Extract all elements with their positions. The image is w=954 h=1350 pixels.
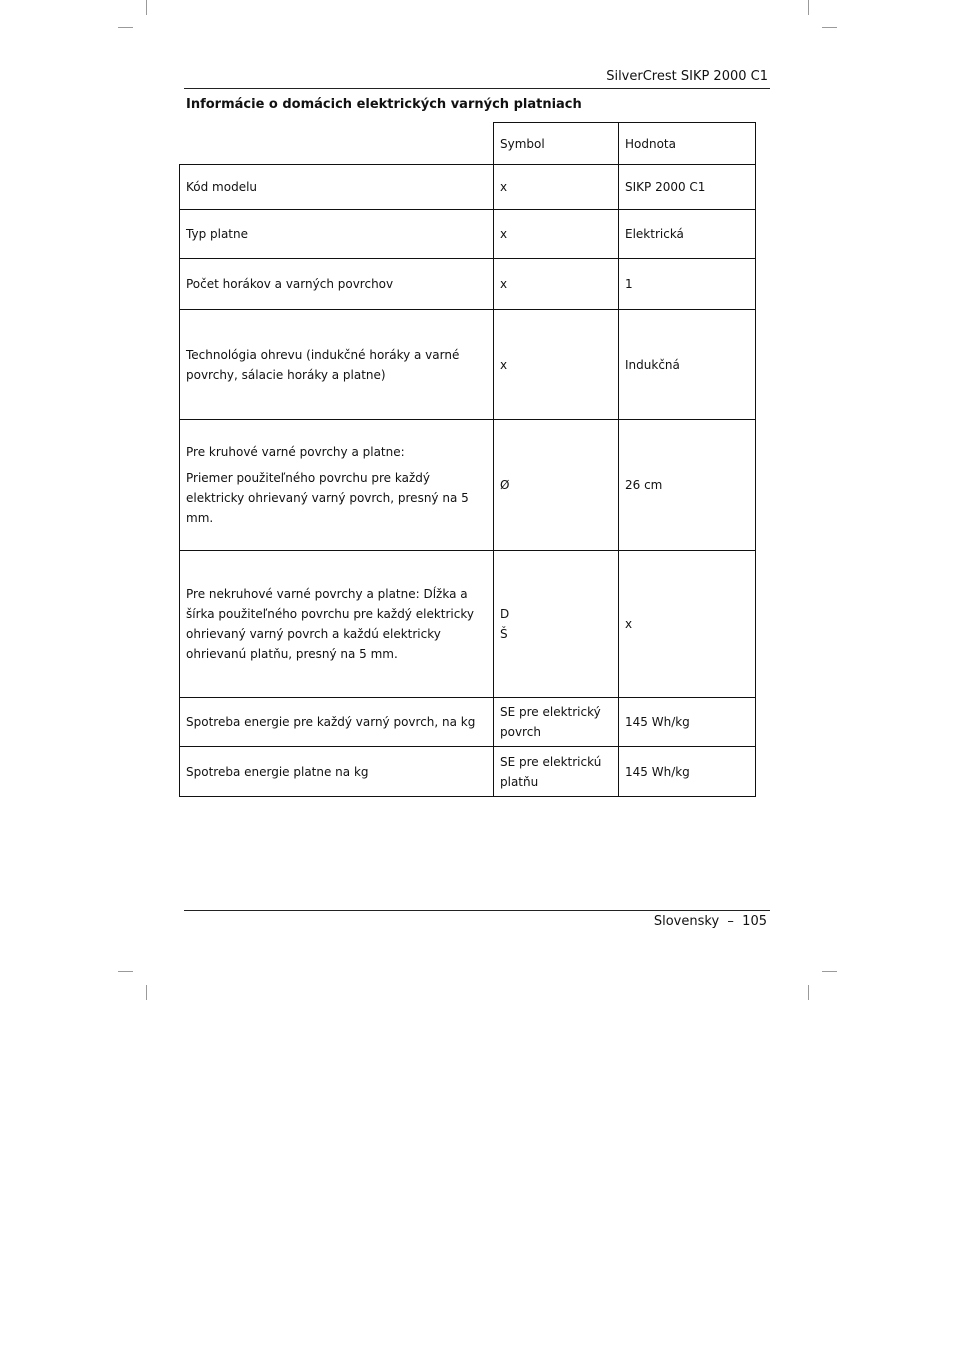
row-label: Počet horákov a varných povrchov [180, 259, 494, 310]
row-symbol: x [494, 210, 619, 259]
crop-mark [118, 971, 133, 972]
row-value: Elektrická [619, 210, 756, 259]
row-symbol: x [494, 165, 619, 210]
crop-mark [822, 27, 837, 28]
table-row [180, 747, 756, 797]
crop-mark [118, 27, 133, 28]
row-value: Indukčná [619, 310, 756, 420]
row-label: Spotreba energie pre každý varný povrch, na kg [180, 698, 494, 747]
crop-mark [822, 971, 837, 972]
footer [654, 914, 767, 929]
table-row [180, 259, 756, 310]
symbol-width: Š [500, 627, 508, 641]
header-rule [184, 88, 770, 89]
row-symbol: x [494, 310, 619, 420]
footer-separator: – [727, 914, 734, 929]
crop-mark [808, 0, 809, 15]
row-label-line2: Priemer použiteľného povrchu pre každý elektricky ohrievaný varný povrch, presný na 5 mm. [186, 471, 469, 525]
header-product: SilverCrest SIKP 2000 C1 [606, 69, 768, 84]
footer-language: Slovensky [653, 914, 720, 929]
row-symbol: SE pre elektrický povrch [494, 698, 619, 747]
table-header-empty [180, 123, 494, 165]
row-label [180, 420, 494, 551]
row-symbol: SE pre elektrickú platňu [494, 747, 619, 797]
table-row [180, 551, 756, 698]
row-label-line1: Pre kruhové varné povrchy a platne: [186, 445, 405, 459]
row-value: 26 cm [619, 420, 756, 551]
column-header-symbol: Symbol [494, 123, 619, 165]
row-label: Spotreba energie platne na kg [180, 747, 494, 797]
row-symbol [494, 551, 619, 698]
table-header-row [180, 123, 756, 165]
row-value: 1 [619, 259, 756, 310]
crop-mark [808, 985, 809, 1000]
page-number: 105 [742, 914, 767, 929]
row-value: x [619, 551, 756, 698]
crop-mark [146, 0, 147, 15]
row-symbol: x [494, 259, 619, 310]
row-value: SIKP 2000 C1 [619, 165, 756, 210]
table-row [180, 698, 756, 747]
section-title: Informácie o domácich elektrických varných platniach [186, 97, 582, 112]
row-value: 145 Wh/kg [619, 747, 756, 797]
row-label: Pre nekruhové varné povrchy a platne: Dĺžka a šírka použiteľného povrchu pre každý elektricky ohrievaný varný povrch a každú elektricky ohrievanú platňu, presný na 5 mm. [180, 551, 494, 698]
spec-table [179, 122, 756, 797]
row-label: Kód modelu [180, 165, 494, 210]
footer-rule [184, 910, 770, 911]
table-row [180, 420, 756, 551]
row-value: 145 Wh/kg [619, 698, 756, 747]
table-row [180, 310, 756, 420]
table-row [180, 165, 756, 210]
row-label: Technológia ohrevu (indukčné horáky a varné povrchy, sálacie horáky a platne) [180, 310, 494, 420]
crop-mark [146, 985, 147, 1000]
row-symbol: Ø [494, 420, 619, 551]
column-header-value: Hodnota [619, 123, 756, 165]
row-label: Typ platne [180, 210, 494, 259]
table-row [180, 210, 756, 259]
symbol-length: D [500, 607, 510, 621]
